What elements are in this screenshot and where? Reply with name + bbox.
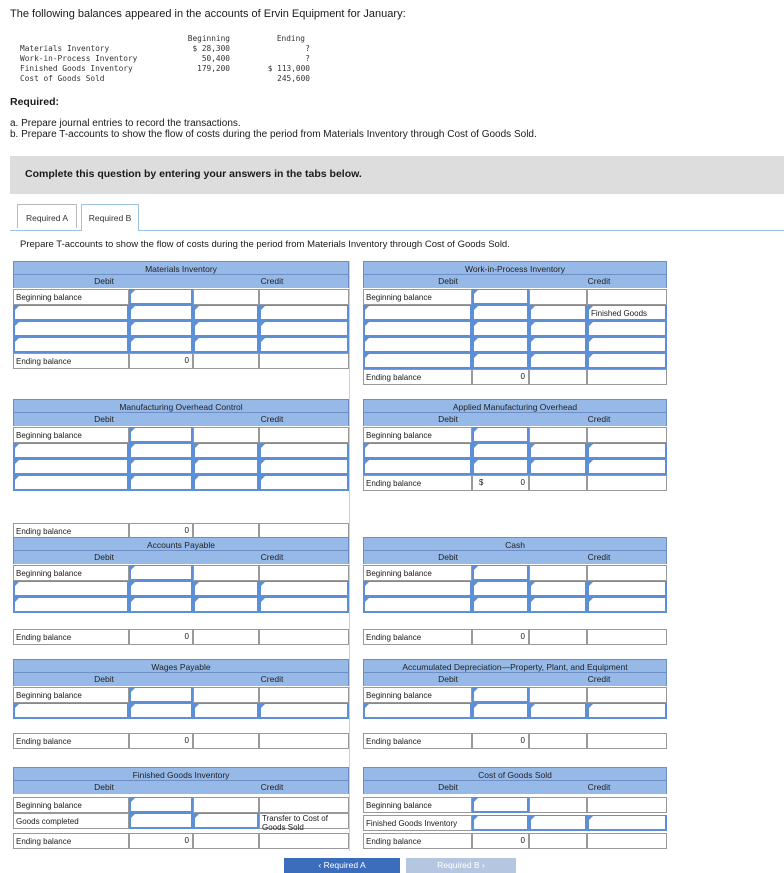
materials-inventory-entry-3-debit-cell[interactable] <box>129 337 193 353</box>
fgi-goods-completed-label: Goods completed <box>16 817 79 826</box>
applied-mfg-overhead-ending-debit-cell <box>472 475 529 491</box>
cash-ending-debit-value: 0 <box>520 632 525 641</box>
accumulated-depreciation-ending-credit-label-cell <box>587 733 667 749</box>
cogs-ending-credit-label-cell <box>587 833 667 849</box>
cogs-ending-label-cell <box>363 833 472 849</box>
accounts-payable-beginning-label-cell <box>13 565 129 581</box>
accounts-payable-entry-1-debit-cell[interactable] <box>129 581 193 597</box>
fgi-ending-credit-label-cell <box>259 833 349 849</box>
wip-inventory-ending-debit-cell <box>472 369 529 385</box>
cogs-beginning-label: Beginning balance <box>366 801 432 810</box>
wip-inventory-entry-1-label-cell[interactable] <box>363 305 472 321</box>
required-heading: Required: <box>10 96 60 108</box>
materials-inventory-beginning-credit-label-cell <box>259 289 349 305</box>
mfg-overhead-control-entry-1-label-cell[interactable] <box>13 443 129 459</box>
accumulated-depreciation-header <box>363 673 667 686</box>
materials-inventory-entry-2-label-cell[interactable] <box>13 321 129 337</box>
cogs-beginning-debit-cell[interactable] <box>472 797 529 813</box>
materials-inventory-ending-debit-cell <box>129 353 193 369</box>
mfg-overhead-control-beginning-label-cell <box>13 427 129 443</box>
balance-row-ending: ? <box>305 54 310 63</box>
mfg-overhead-control-entry-1-credit-label-cell[interactable] <box>259 443 349 459</box>
wip-inventory-ending-label-cell <box>363 369 472 385</box>
accumulated-depreciation-entry-1-debit-cell[interactable] <box>472 703 529 719</box>
wip-inventory-entry-4-debit-cell[interactable] <box>472 353 529 369</box>
wages-payable-entry-1-credit-amount-cell[interactable] <box>193 703 259 719</box>
wip-inventory-beginning-label-cell <box>363 289 472 305</box>
mfg-overhead-control-beginning-credit-label-cell <box>259 427 349 443</box>
materials-inventory-beginning-debit-cell[interactable] <box>129 289 193 305</box>
mfg-overhead-control-ending-debit-value: 0 <box>184 526 189 535</box>
mfg-overhead-control-beginning-label: Beginning balance <box>16 431 82 440</box>
cost-of-goods-sold-debit-label: Debit <box>438 782 458 792</box>
cash-entry-2-label-cell[interactable] <box>363 597 472 613</box>
applied-mfg-overhead-debit-label: Debit <box>438 414 458 424</box>
fgi-beginning-label-cell <box>13 797 129 813</box>
materials-inventory-beginning-label: Beginning balance <box>16 293 82 302</box>
wip-inventory-entry-2-credit-label-cell[interactable] <box>587 321 667 337</box>
accounts-payable-entry-2-credit-label-cell[interactable] <box>259 597 349 613</box>
cogs-ending-label: Ending balance <box>366 837 422 846</box>
mfg-overhead-control-ending-label: Ending balance <box>16 527 72 536</box>
wip-inventory-entry-1-credit-label: Finished Goods <box>591 309 648 318</box>
materials-inventory-beginning-credit-amount-cell <box>193 289 259 305</box>
wip-inventory-beginning-debit-cell[interactable] <box>472 289 529 305</box>
cost-of-goods-sold-title: Cost of Goods Sold <box>363 767 667 781</box>
applied-mfg-overhead-ending-dollar-sign: $ <box>479 478 484 487</box>
wip-inventory-entry-2-credit-amount-cell[interactable] <box>529 321 587 337</box>
wages-payable-beginning-credit-label-cell <box>259 687 349 703</box>
applied-mfg-overhead-entry-1-credit-label-cell[interactable] <box>587 443 667 459</box>
wip-inventory-ending-debit-value: 0 <box>520 372 525 381</box>
cogs-beginning-credit-amount-cell <box>529 797 587 813</box>
cash-entry-1-credit-label-cell[interactable] <box>587 581 667 597</box>
cogs-ending-debit-cell <box>472 833 529 849</box>
wages-payable-ending-debit-value: 0 <box>184 736 189 745</box>
balance-row-label: Finished Goods Inventory <box>20 64 133 73</box>
ending-header: Ending <box>276 34 305 43</box>
accumulated-depreciation-beginning-label-cell <box>363 687 472 703</box>
fgi-beginning-debit-cell[interactable] <box>129 797 193 813</box>
applied-mfg-overhead-beginning-label: Beginning balance <box>366 431 432 440</box>
mfg-overhead-control-entry-2-credit-label-cell[interactable] <box>259 459 349 475</box>
applied-mfg-overhead-credit-label: Credit <box>587 414 611 424</box>
mfg-overhead-control-entry-3-label-cell[interactable] <box>13 475 129 491</box>
cash-entry-1-label-cell[interactable] <box>363 581 472 597</box>
wip-inventory-entry-3-debit-cell[interactable] <box>472 337 529 353</box>
applied-mfg-overhead-ending-credit-label-cell <box>587 475 667 491</box>
wip-inventory-entry-3-label-cell[interactable] <box>363 337 472 353</box>
mfg-overhead-control-beginning-credit-amount-cell <box>193 427 259 443</box>
applied-mfg-overhead-beginning-debit-cell[interactable] <box>472 427 529 443</box>
wages-payable-debit-label: Debit <box>94 674 114 684</box>
materials-inventory-entry-3-label-cell[interactable] <box>13 337 129 353</box>
mfg-overhead-control-entry-2-label-cell[interactable] <box>13 459 129 475</box>
applied-mfg-overhead-entry-2-debit-cell[interactable] <box>472 459 529 475</box>
accounts-payable-ending-debit-cell <box>129 629 193 645</box>
fgi-beginning-label: Beginning balance <box>16 801 82 810</box>
problem-intro: The following balances appeared in the accounts of Ervin Equipment for January: <box>10 8 406 20</box>
balance-row-beginning: 50,400 <box>201 54 230 63</box>
accounts-payable-entry-2-credit-amount-cell[interactable] <box>193 597 259 613</box>
mfg-overhead-control-entry-3-debit-cell[interactable] <box>129 475 193 491</box>
applied-mfg-overhead-ending-label: Ending balance <box>366 479 422 488</box>
wages-payable-beginning-label: Beginning balance <box>16 691 82 700</box>
balance-row-ending: $ 113,000 <box>267 64 310 73</box>
accumulated-depreciation-credit-label: Credit <box>587 674 611 684</box>
wip-inventory-entry-1-debit-cell[interactable] <box>472 305 529 321</box>
mfg-overhead-control-debit-label: Debit <box>94 414 114 424</box>
materials-inventory-entry-2-debit-cell[interactable] <box>129 321 193 337</box>
instruction-text: Prepare T-accounts to show the flow of costs during the period from Materials Inventory through Cost of Goods Sold. <box>20 239 510 250</box>
finished-goods-inventory-title: Finished Goods Inventory <box>13 767 349 781</box>
cash-beginning-label-cell <box>363 565 472 581</box>
cash-beginning-credit-label-cell <box>587 565 667 581</box>
materials-inventory-ending-credit-amount-cell <box>193 353 259 369</box>
balance-row-ending: ? <box>305 44 310 53</box>
materials-inventory-debit-label: Debit <box>94 276 114 286</box>
cash-debit-label: Debit <box>438 552 458 562</box>
wip-inventory-ending-credit-label-cell <box>587 369 667 385</box>
wages-payable-ending-label: Ending balance <box>16 737 72 746</box>
wip-inventory-entry-3-credit-amount-cell[interactable] <box>529 337 587 353</box>
balance-row-label: Cost of Goods Sold <box>20 74 105 83</box>
wages-payable-entry-1-credit-label-cell[interactable] <box>259 703 349 719</box>
accounts-payable-entry-1-label-cell[interactable] <box>13 581 129 597</box>
materials-inventory-ending-debit-value: 0 <box>184 356 189 365</box>
cash-beginning-label: Beginning balance <box>366 569 432 578</box>
accounts-payable-ending-debit-value: 0 <box>184 632 189 641</box>
fgi-ending-debit-cell <box>129 833 193 849</box>
accounts-payable-ending-label-cell <box>13 629 129 645</box>
mfg-overhead-control-entry-2-credit-amount-cell[interactable] <box>193 459 259 475</box>
applied-mfg-overhead-beginning-credit-amount-cell <box>529 427 587 443</box>
mfg-overhead-control-entry-3-credit-label-cell[interactable] <box>259 475 349 491</box>
materials-inventory-ending-label-cell <box>13 353 129 369</box>
applied-mfg-overhead-entry-1-label-cell[interactable] <box>363 443 472 459</box>
wages-payable-beginning-credit-amount-cell <box>193 687 259 703</box>
cash-entry-1-debit-cell[interactable] <box>472 581 529 597</box>
accumulated-depreciation-beginning-credit-amount-cell <box>529 687 587 703</box>
accumulated-depreciation-ending-credit-amount-cell <box>529 733 587 749</box>
wages-payable-ending-credit-label-cell <box>259 733 349 749</box>
applied-mfg-overhead-entry-2-credit-amount-cell[interactable] <box>529 459 587 475</box>
wip-inventory-entry-1-credit-amount-cell[interactable] <box>529 305 587 321</box>
finished-goods-inventory-credit-label: Credit <box>260 782 284 792</box>
wip-inventory-beginning-label: Beginning balance <box>366 293 432 302</box>
wip-inventory-ending-credit-amount-cell <box>529 369 587 385</box>
wip-inventory-entry-1-credit-label-cell[interactable] <box>587 305 667 321</box>
balance-row-beginning: 179,200 <box>197 64 230 73</box>
cogs-finished-goods-label-cell <box>363 815 472 831</box>
fgi-goods-completed-label-cell <box>13 813 129 829</box>
mfg-overhead-control-entry-1-debit-cell[interactable] <box>129 443 193 459</box>
wip-inventory-beginning-credit-label-cell <box>587 289 667 305</box>
fgi-ending-label: Ending balance <box>16 837 72 846</box>
cogs-ending-debit-value: 0 <box>520 836 525 845</box>
accumulated-depreciation-ending-label: Ending balance <box>366 737 422 746</box>
wages-payable-beginning-label-cell <box>13 687 129 703</box>
materials-inventory-title: Materials Inventory <box>13 261 349 275</box>
applied-mfg-overhead-beginning-credit-label-cell <box>587 427 667 443</box>
materials-inventory-entry-2-credit-amount-cell[interactable] <box>193 321 259 337</box>
cash-ending-debit-cell <box>472 629 529 645</box>
wip-inventory-entry-4-label-cell[interactable] <box>363 353 472 369</box>
materials-inventory-ending-credit-label-cell <box>259 353 349 369</box>
cash-title: Cash <box>363 537 667 551</box>
cash-ending-label-cell <box>363 629 472 645</box>
tab-required-b[interactable]: Required B <box>81 204 139 231</box>
balance-row-label: Materials Inventory <box>20 44 110 53</box>
accounts-payable-beginning-credit-label-cell <box>259 565 349 581</box>
wages-payable-credit-label: Credit <box>260 674 284 684</box>
fgi-ending-label-cell <box>13 833 129 849</box>
wip-inventory-entry-2-label-cell[interactable] <box>363 321 472 337</box>
fgi-beginning-credit-amount-cell <box>193 797 259 813</box>
cash-ending-label: Ending balance <box>366 633 422 642</box>
accumulated-depreciation-ending-debit-value: 0 <box>520 736 525 745</box>
finished-goods-inventory-debit-label: Debit <box>94 782 114 792</box>
cash-entry-2-credit-label-cell[interactable] <box>587 597 667 613</box>
accumulated-depreciation-entry-1-credit-label-cell[interactable] <box>587 703 667 719</box>
accumulated-depreciation-beginning-credit-label-cell <box>587 687 667 703</box>
cash-entry-2-debit-cell[interactable] <box>472 597 529 613</box>
fgi-beginning-credit-label-cell <box>259 797 349 813</box>
cogs-ending-credit-amount-cell <box>529 833 587 849</box>
cash-ending-credit-amount-cell <box>529 629 587 645</box>
wages-payable-entry-1-debit-cell[interactable] <box>129 703 193 719</box>
mfg-overhead-control-entry-2-debit-cell[interactable] <box>129 459 193 475</box>
instructions-banner <box>10 156 784 194</box>
wip-inventory-beginning-credit-amount-cell <box>529 289 587 305</box>
applied-mfg-overhead-ending-credit-amount-cell <box>529 475 587 491</box>
cash-ending-credit-label-cell <box>587 629 667 645</box>
cogs-beginning-label-cell <box>363 797 472 813</box>
accounts-payable-beginning-label: Beginning balance <box>16 569 82 578</box>
wip-inventory-entry-4-credit-label-cell[interactable] <box>587 353 667 369</box>
fgi-goods-completed-credit-label: Transfer to Cost of Goods Sold <box>262 814 328 832</box>
accounts-payable-title: Accounts Payable <box>13 537 349 551</box>
materials-inventory-entry-1-label-cell[interactable] <box>13 305 129 321</box>
materials-inventory-entry-1-credit-amount-cell[interactable] <box>193 305 259 321</box>
beginning-header: Beginning <box>187 34 230 43</box>
cash-entry-1-credit-amount-cell[interactable] <box>529 581 587 597</box>
wip-inventory-title: Work-in-Process Inventory <box>363 261 667 275</box>
materials-inventory-ending-label: Ending balance <box>16 357 72 366</box>
cost-of-goods-sold-credit-label: Credit <box>587 782 611 792</box>
applied-mfg-overhead-entry-2-credit-label-cell[interactable] <box>587 459 667 475</box>
cogs-finished-goods-label: Finished Goods Inventory <box>366 819 458 828</box>
wages-payable-ending-debit-cell <box>129 733 193 749</box>
fgi-goods-completed-debit-cell[interactable] <box>129 813 193 829</box>
cost-of-goods-sold-header <box>363 781 667 794</box>
materials-inventory-entry-1-credit-label-cell[interactable] <box>259 305 349 321</box>
required-b-text: b. Prepare T-accounts to show the flow of costs during the period from Materials Inventory through Cost of Goods Sold. <box>10 129 537 140</box>
next-required-b-button[interactable]: Required B › <box>406 858 516 873</box>
balance-row-ending: 245,600 <box>277 74 310 83</box>
accounts-payable-entry-2-debit-cell[interactable] <box>129 597 193 613</box>
accumulated-depreciation-entry-1-credit-amount-cell[interactable] <box>529 703 587 719</box>
applied-mfg-overhead-entry-1-debit-cell[interactable] <box>472 443 529 459</box>
cogs-finished-goods-credit-label-cell[interactable] <box>587 815 667 831</box>
banner-text: Complete this question by entering your answers in the tabs below. <box>25 168 362 180</box>
tab-required-a[interactable]: Required A <box>17 204 77 228</box>
finished-goods-inventory-header <box>13 781 349 794</box>
applied-mfg-overhead-title: Applied Manufacturing Overhead <box>363 399 667 413</box>
prev-required-a-button[interactable]: ‹ Required A <box>284 858 400 873</box>
wip-inventory-debit-label: Debit <box>438 276 458 286</box>
cash-beginning-debit-cell[interactable] <box>472 565 529 581</box>
fgi-goods-completed-credit-amount-cell[interactable] <box>193 813 259 829</box>
materials-inventory-credit-label: Credit <box>260 276 284 286</box>
balance-row-label: Work-in-Process Inventory <box>20 54 138 63</box>
applied-mfg-overhead-entry-2-label-cell[interactable] <box>363 459 472 475</box>
accumulated-depreciation-debit-label: Debit <box>438 674 458 684</box>
applied-mfg-overhead-ending-debit-value: 0 <box>520 478 525 487</box>
accounts-payable-beginning-debit-cell[interactable] <box>129 565 193 581</box>
accumulated-depreciation-ending-debit-cell <box>472 733 529 749</box>
materials-inventory-header <box>13 275 349 288</box>
cogs-finished-goods-credit-amount-cell[interactable] <box>529 815 587 831</box>
accounts-payable-debit-label: Debit <box>94 552 114 562</box>
mfg-overhead-control-entry-3-credit-amount-cell[interactable] <box>193 475 259 491</box>
accumulated-depreciation-beginning-debit-cell[interactable] <box>472 687 529 703</box>
cash-header <box>363 551 667 564</box>
wip-inventory-ending-label: Ending balance <box>366 373 422 382</box>
accumulated-depreciation-title: Accumulated Depreciation—Property, Plant, and Equipment <box>363 659 667 673</box>
wages-payable-title: Wages Payable <box>13 659 349 673</box>
accounts-payable-ending-credit-label-cell <box>259 629 349 645</box>
accounts-payable-entry-2-label-cell[interactable] <box>13 597 129 613</box>
materials-inventory-beginning-label-cell <box>13 289 129 305</box>
cogs-beginning-credit-label-cell <box>587 797 667 813</box>
wages-payable-entry-1-label-cell[interactable] <box>13 703 129 719</box>
mfg-overhead-control-credit-label: Credit <box>260 414 284 424</box>
accounts-payable-header <box>13 551 349 564</box>
accounts-payable-entry-1-credit-label-cell[interactable] <box>259 581 349 597</box>
accumulated-depreciation-ending-label-cell <box>363 733 472 749</box>
applied-mfg-overhead-ending-label-cell <box>363 475 472 491</box>
wages-payable-header <box>13 673 349 686</box>
balance-row-beginning: $ 28,300 <box>192 44 230 53</box>
applied-mfg-overhead-entry-1-credit-amount-cell[interactable] <box>529 443 587 459</box>
wip-inventory-entry-3-credit-label-cell[interactable] <box>587 337 667 353</box>
mfg-overhead-control-header <box>13 413 349 426</box>
wip-inventory-credit-label: Credit <box>587 276 611 286</box>
mfg-overhead-control-entry-1-credit-amount-cell[interactable] <box>193 443 259 459</box>
materials-inventory-entry-3-credit-amount-cell[interactable] <box>193 337 259 353</box>
accounts-payable-credit-label: Credit <box>260 552 284 562</box>
wip-inventory-entry-2-debit-cell[interactable] <box>472 321 529 337</box>
accounts-payable-ending-credit-amount-cell <box>193 629 259 645</box>
cash-entry-2-credit-amount-cell[interactable] <box>529 597 587 613</box>
cash-credit-label: Credit <box>587 552 611 562</box>
wages-payable-ending-credit-amount-cell <box>193 733 259 749</box>
applied-mfg-overhead-header <box>363 413 667 426</box>
materials-inventory-entry-2-credit-label-cell[interactable] <box>259 321 349 337</box>
fgi-ending-debit-value: 0 <box>184 836 189 845</box>
accumulated-depreciation-entry-1-label-cell[interactable] <box>363 703 472 719</box>
mfg-overhead-control-title: Manufacturing Overhead Control <box>13 399 349 413</box>
accounts-payable-ending-label: Ending balance <box>16 633 72 642</box>
wages-payable-beginning-debit-cell[interactable] <box>129 687 193 703</box>
applied-mfg-overhead-beginning-label-cell <box>363 427 472 443</box>
cash-beginning-credit-amount-cell <box>529 565 587 581</box>
materials-inventory-entry-1-debit-cell[interactable] <box>129 305 193 321</box>
materials-inventory-entry-3-credit-label-cell[interactable] <box>259 337 349 353</box>
wip-inventory-entry-4-credit-amount-cell[interactable] <box>529 353 587 369</box>
wip-inventory-header <box>363 275 667 288</box>
wages-payable-ending-label-cell <box>13 733 129 749</box>
required-a-text: a. Prepare journal entries to record the transactions. <box>10 118 241 129</box>
accounts-payable-entry-1-credit-amount-cell[interactable] <box>193 581 259 597</box>
accumulated-depreciation-beginning-label: Beginning balance <box>366 691 432 700</box>
accounts-payable-beginning-credit-amount-cell <box>193 565 259 581</box>
mfg-overhead-control-beginning-debit-cell[interactable] <box>129 427 193 443</box>
cogs-finished-goods-debit-cell[interactable] <box>472 815 529 831</box>
fgi-goods-completed-credit-label-cell <box>259 813 349 832</box>
fgi-ending-credit-amount-cell <box>193 833 259 849</box>
panel-separator <box>349 261 350 851</box>
